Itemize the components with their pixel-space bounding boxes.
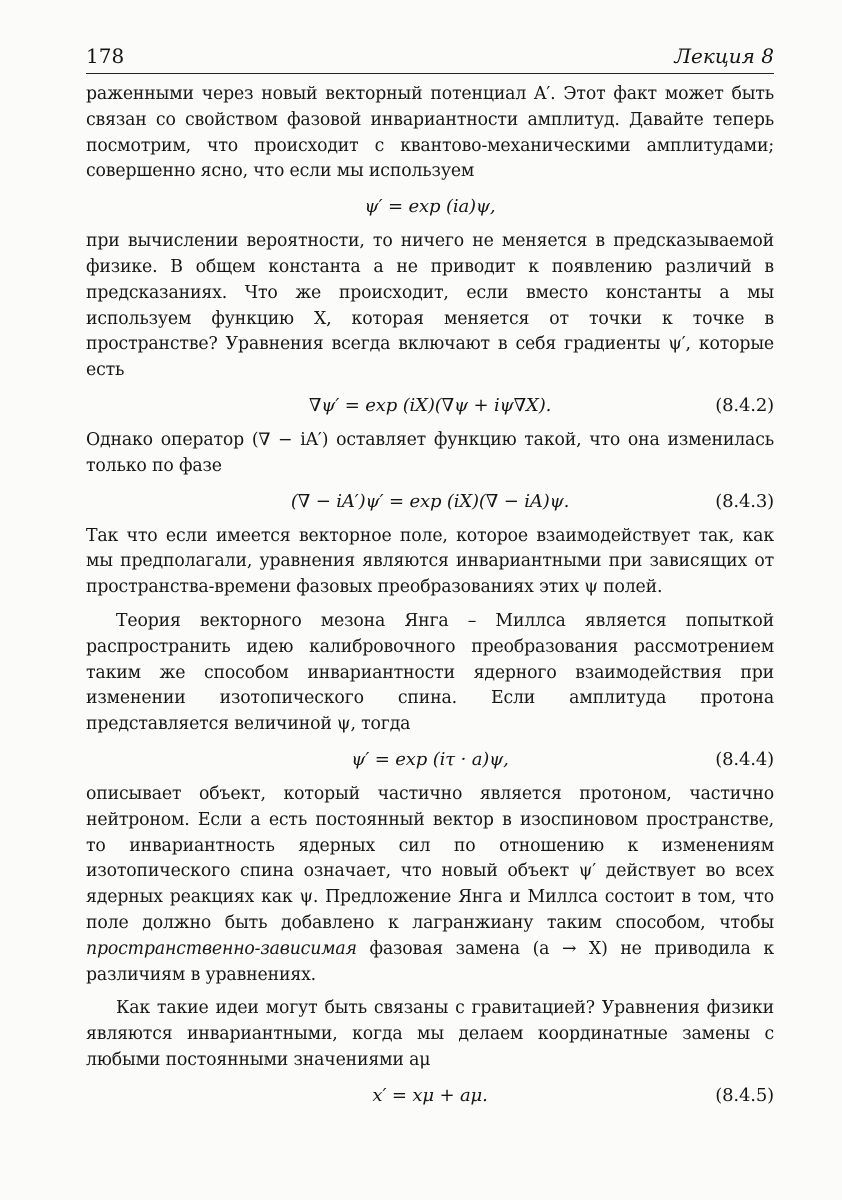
running-header <box>86 44 774 74</box>
equation-phase <box>86 185 774 229</box>
chapter-title: Лекция 8 <box>674 44 774 68</box>
paragraph-6-start: описывает объект, который частично является протоном, частично нейтроном. Если a есть постоянный вектор в изоспиновом пространстве, то инвариантность ядерных сил по отношению к изменениям изотопического спина означает, что новый объект ψ′ действует во всех ядерных реакциях как ψ. Предложение Янга и Миллса состоит в том, что поле должно быть добавлено к лагранжиану таким способом, чтобы <box>86 783 774 933</box>
equation-formula: ψ′ = exp (ia)ψ, <box>364 196 496 218</box>
paragraph-6-end: фазовая замена (a → X) не приводила к различиям в уравнениях. <box>86 938 774 985</box>
equation-number: (8.4.2) <box>715 394 774 416</box>
paragraph-4: Так что если имеется векторное поле, которое взаимодействует так, как мы предполагали, уравнения являются инвариантными при зависящих от пространства-времени фазовых преобразованиях этих ψ полей. <box>86 525 774 598</box>
emphasis-text: пространственно-зависимая <box>86 938 357 959</box>
paragraph-2: при вычислении вероятности, то ничего не меняется в предсказываемой физике. В общем константа a не приводит к появлению различий в предсказаниях. Что же происходит, если вместо константы a мы используем функцию X, которая меняется от точки к точке в пространстве? Уравнения всегда включают в себя градиенты ψ′, которые есть <box>86 231 774 381</box>
page <box>86 44 774 1118</box>
equation-8-4-3 <box>86 480 774 524</box>
paragraph-6 <box>86 782 774 988</box>
equation-number: (8.4.3) <box>715 490 774 512</box>
paragraph-1: раженными через новый векторный потенциал A′. Этот факт может быть связан со свойством фазовой инвариантности амплитуд. Давайте теперь посмотрим, что происходит с квантово-механическими амплитудами; совершенно ясно, что если мы используем <box>86 84 774 182</box>
paragraph-3: Однако оператор (∇ − iA′) оставляет функцию такой, что она изменилась только по фазе <box>86 429 774 476</box>
equation-number: (8.4.5) <box>715 1084 774 1106</box>
equation-8-4-4 <box>86 738 774 782</box>
paragraph-5: Теория векторного мезона Янга – Миллса является попыткой распространить идею калибровочного преобразования рассмотрением таким же способом инвариантности ядерного взаимодействия при изменении изотопического спина. Если амплитуда протона представляется величиной ψ, тогда <box>86 610 774 735</box>
equation-number: (8.4.4) <box>715 748 774 770</box>
equation-formula: (∇ − iA′)ψ′ = exp (iX)(∇ − iA)ψ. <box>290 490 570 512</box>
equation-formula: ψ′ = exp (iτ · a)ψ, <box>351 748 509 770</box>
body-text <box>86 82 774 1118</box>
equation-8-4-2 <box>86 384 774 428</box>
paragraph-7: Как такие идеи могут быть связаны с гравитацией? Уравнения физики являются инвариантными, когда мы делаем координатные замены с любыми постоянными значениями aμ <box>86 998 774 1070</box>
equation-8-4-5 <box>86 1074 774 1118</box>
equation-formula: ∇ψ′ = exp (iX)(∇ψ + iψ∇X). <box>308 394 552 416</box>
page-number: 178 <box>86 44 125 68</box>
equation-formula: x′ = xμ + aμ. <box>372 1084 488 1106</box>
